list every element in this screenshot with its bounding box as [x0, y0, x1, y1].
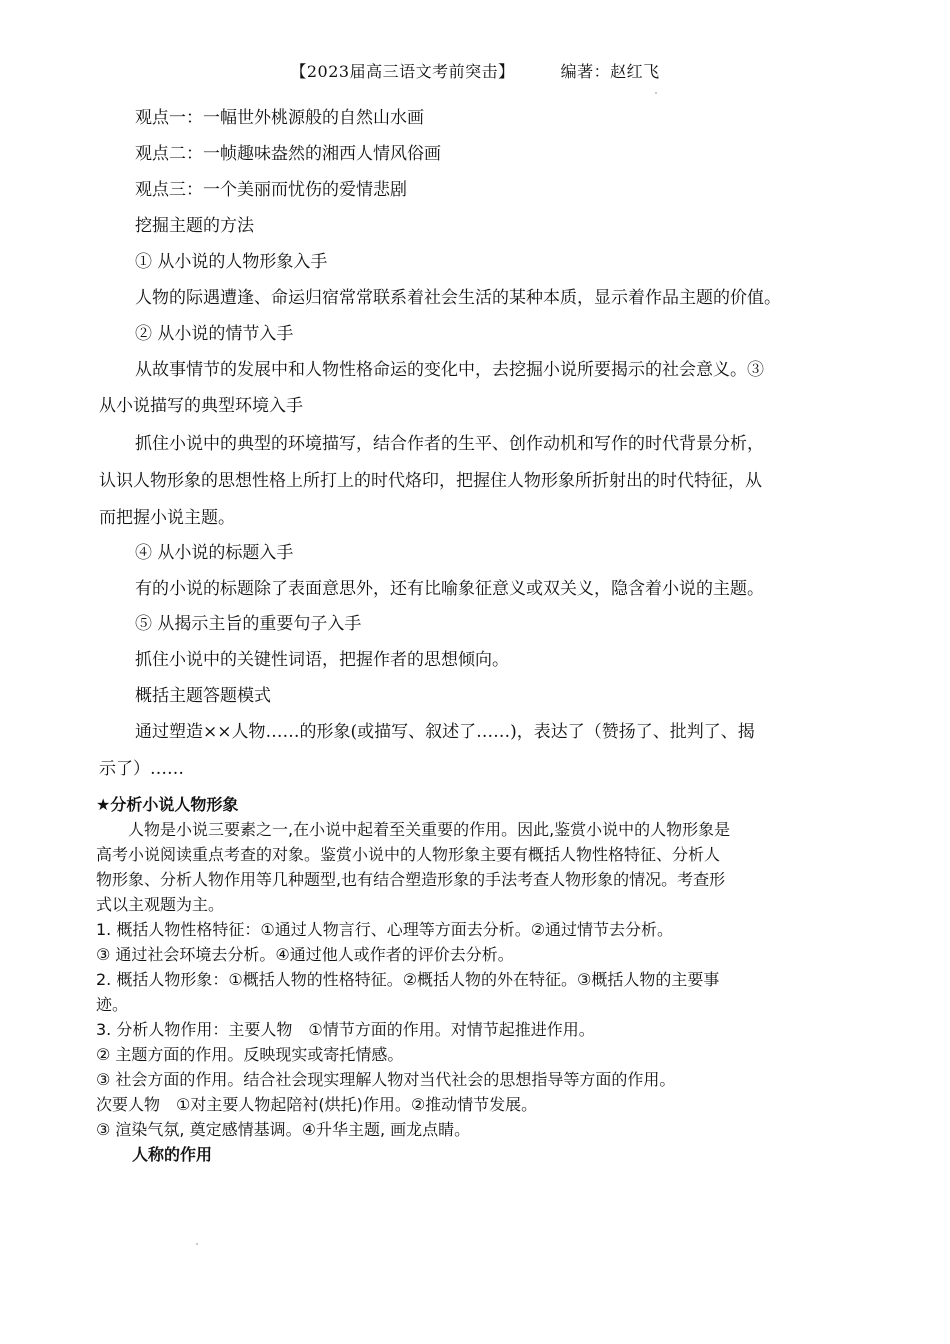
method-3-text-1: 抓住小说中的典型的环境描写，结合作者的生平、创作动机和写作的时代背景分析，	[135, 434, 764, 454]
item-1-line-1: 1. 概括人物性格特征：①通过人物言行、心理等方面去分析。②通过情节去分析。	[96, 920, 674, 939]
intro-line-2: 高考小说阅读重点考查的对象。鉴赏小说中的人物形象主要有概括人物性格特征、分析人	[96, 845, 721, 864]
method-3-text-2: 认识人物形象的思想性格上所打上的时代烙印，把握住人物形象所折射出的时代特征，从	[99, 471, 762, 491]
method-3-text-3: 而把握小说主题。	[99, 508, 235, 528]
page-header	[0, 59, 950, 82]
answer-model-text-1: 通过塑造××人物……的形象(或描写、叙述了……)，表达了（赞扬了、批判了、揭	[135, 722, 755, 742]
methods-heading: 挖掘主题的方法	[135, 216, 254, 236]
item-3-line-3: ③ 社会方面的作用。结合社会现实理解人物对当代社会的思想指导等方面的作用。	[96, 1070, 676, 1089]
method-5-text: 抓住小说中的关键性词语，把握作者的思想倾向。	[135, 650, 509, 670]
method-4-text: 有的小说的标题除了表面意思外，还有比喻象征意义或双关义，隐含着小说的主题。	[135, 579, 764, 599]
method-2-text: 从故事情节的发展中和人物性格命运的变化中，去挖掘小说所要揭示的社会意义。③	[135, 360, 764, 380]
method-1-title: ① 从小说的人物形象入手	[135, 252, 328, 272]
scan-dot	[196, 1243, 198, 1245]
method-2-title: ② 从小说的情节入手	[135, 324, 294, 344]
item-2-line-1: 2. 概括人物形象：①概括人物的性格特征。②概括人物的外在特征。③概括人物的主要事	[96, 970, 720, 989]
item-1-line-2: ③ 通过社会环境去分析。④通过他人或作者的评价去分析。	[96, 945, 514, 964]
section-title: ★分析小说人物形象	[96, 795, 239, 814]
sub-heading: 人称的作用	[132, 1145, 213, 1164]
answer-model-text-2: 示了）……	[99, 759, 184, 779]
item-3-line-2: ② 主题方面的作用。反映现实或寄托情感。	[96, 1045, 404, 1064]
intro-line-1: 人物是小说三要素之一,在小说中起着至关重要的作用。因此,鉴赏小说中的人物形象是	[128, 820, 731, 839]
item-3-line-5: ③ 渲染气氛, 奠定感情基调。④升华主题, 画龙点睛。	[96, 1120, 471, 1139]
item-3-line-4: 次要人物 ①对主要人物起陪衬(烘托)作用。②推动情节发展。	[96, 1095, 538, 1114]
item-3-line-1: 3. 分析人物作用：主要人物 ①情节方面的作用。对情节起推进作用。	[96, 1020, 595, 1039]
viewpoint-2: 观点二：一帧趣味盎然的湘西人情风俗画	[135, 144, 441, 164]
method-3-title: 从小说描写的典型环境入手	[99, 396, 303, 416]
viewpoint-1: 观点一：一幅世外桃源般的自然山水画	[135, 108, 424, 128]
method-5-title: ⑤ 从揭示主旨的重要句子入手	[135, 614, 362, 634]
item-2-line-2: 迹。	[96, 995, 129, 1014]
scan-dot	[655, 92, 657, 94]
method-4-title: ④ 从小说的标题入手	[135, 543, 294, 563]
answer-model-heading: 概括主题答题模式	[135, 686, 271, 706]
viewpoint-3: 观点三：一个美丽而忧伤的爱情悲剧	[135, 180, 407, 200]
method-1-text: 人物的际遇遭逢、命运归宿常常联系着社会生活的某种本质，显示着作品主题的价值。	[135, 288, 781, 308]
header-author: 编著：赵红飞	[560, 62, 660, 81]
header-title: 【2023届高三语文考前突击】	[290, 62, 515, 81]
intro-line-3: 物形象、分析人物作用等几种题型,也有结合塑造形象的手法考查人物形象的情况。考查形	[96, 870, 726, 889]
intro-line-4: 式以主观题为主。	[96, 895, 225, 914]
